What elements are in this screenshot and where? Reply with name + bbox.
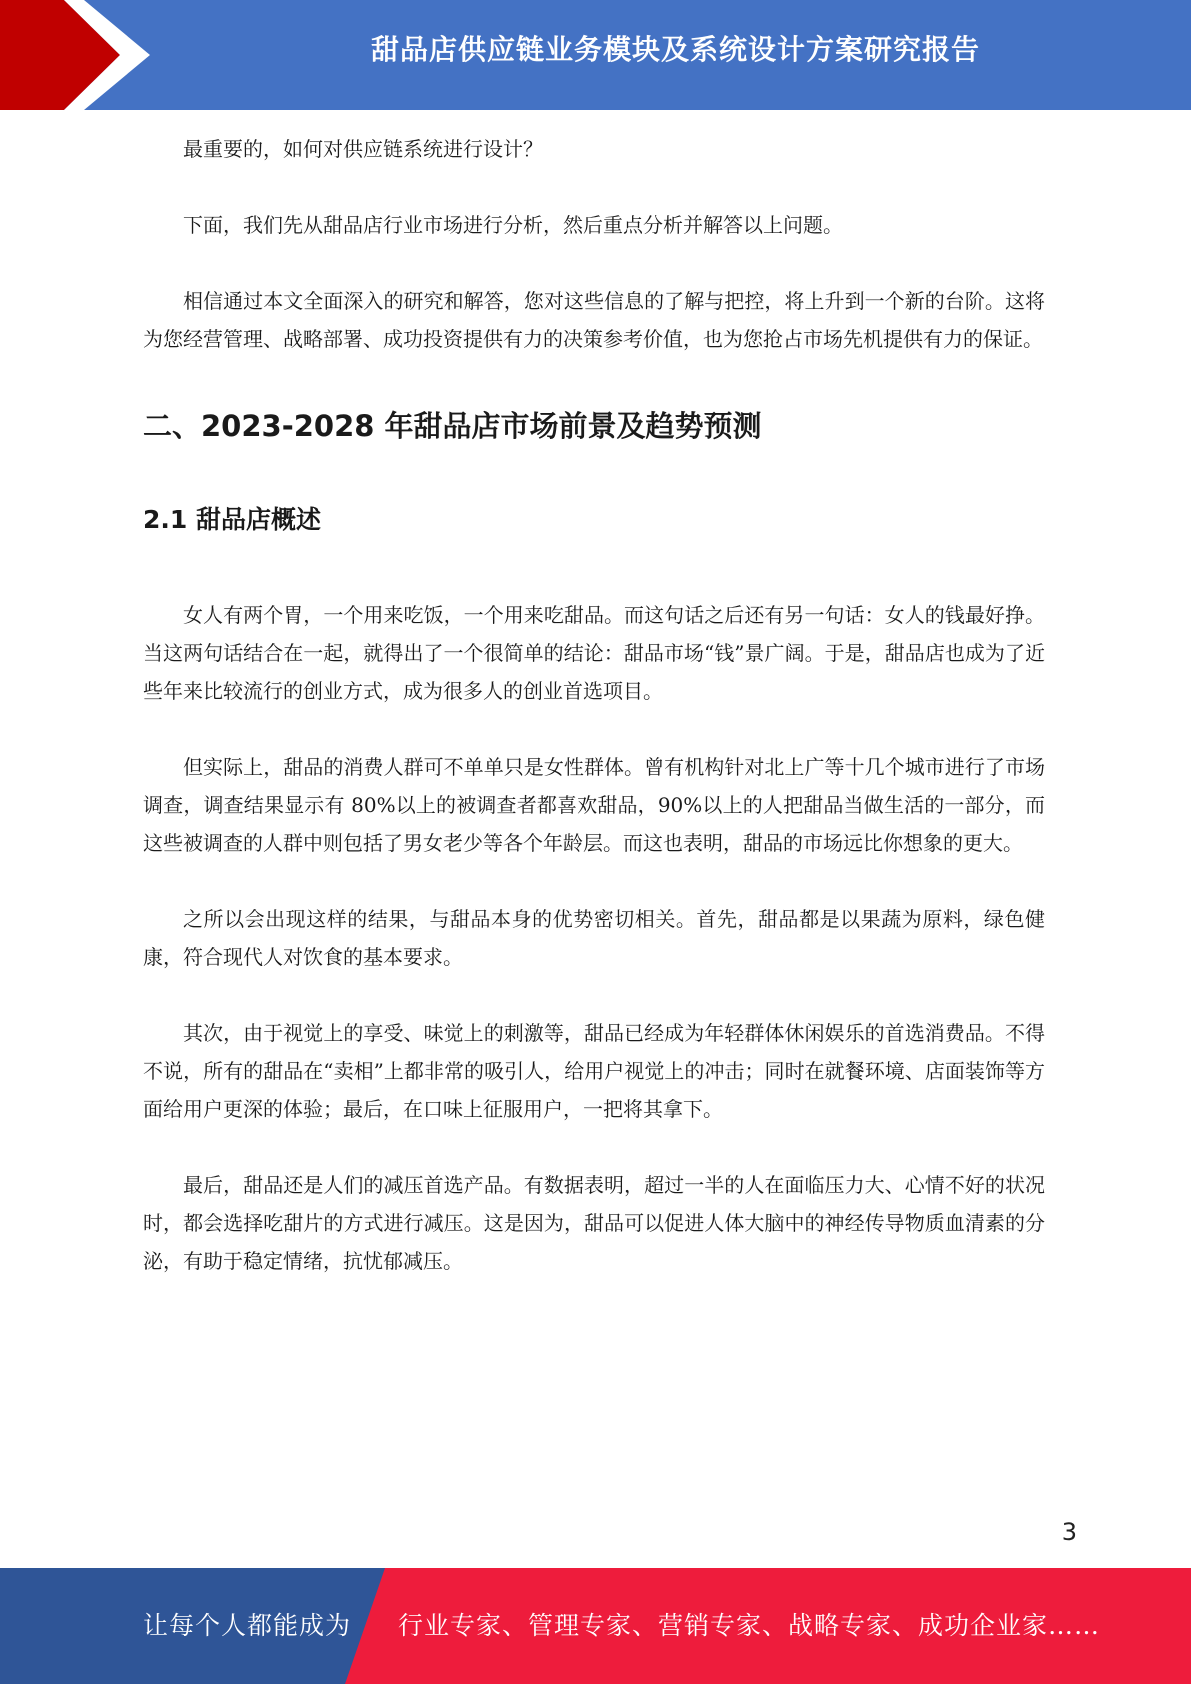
footer-slogan-right: 行业专家、管理专家、营销专家、战略专家、成功企业家……: [398, 1611, 1101, 1640]
header-arrow-decoration: [0, 0, 160, 110]
paragraph-4: 女人有两个胃，一个用来吃饭，一个用来吃甜品。而这句话之后还有另一句话：女人的钱最好挣。当这两句话结合在一起，就得出了一个很简单的结论：甜品市场“钱”景广阔。于是，甜品店也成为了近些年来比较流行的创业方式，成为很多人的创业首选项目。: [143, 603, 1045, 703]
paragraph-3: 相信通过本文全面深入的研究和解答，您对这些信息的了解与把控，将上升到一个新的台阶。这将为您经营管理、战略部署、成功投资提供有力的决策参考价值，也为您抢占市场先机提供有力的保证。: [143, 289, 1045, 351]
footer-slogan-left: 让每个人都能成为: [143, 1611, 352, 1640]
paragraph-2: 下面，我们先从甜品店行业市场进行分析，然后重点分析并解答以上问题。: [183, 213, 843, 237]
page-content: [143, 130, 1045, 1280]
paragraph-8: 最后，甜品还是人们的减压首选产品。有数据表明，超过一半的人在面临压力大、心情不好的状况时，都会选择吃甜片的方式进行减压。这是因为，甜品可以促进人体大脑中的神经传导物质血清素的分泌，有助于稳定情绪，抗忧郁减压。: [143, 1173, 1045, 1273]
paragraph-6: 之所以会出现这样的结果，与甜品本身的优势密切相关。首先，甜品都是以果蔬为原料，绿色健康，符合现代人对饮食的基本要求。: [143, 907, 1045, 969]
paragraph-7: 其次，由于视觉上的享受、味觉上的刺激等，甜品已经成为年轻群体休闲娱乐的首选消费品。不得不说，所有的甜品在“卖相”上都非常的吸引人，给用户视觉上的冲击；同时在就餐环境、店面装饰等方面给用户更深的体验；最后，在口味上征服用户，一把将其拿下。: [143, 1021, 1045, 1121]
page-footer: [0, 1568, 1191, 1684]
section-heading: 二、2023-2028 年甜品店市场前景及趋势预测: [143, 409, 762, 443]
report-title: 甜品店供应链业务模块及系统设计方案研究报告: [370, 33, 980, 66]
paragraph-1: 最重要的，如何对供应链系统进行设计？: [183, 137, 543, 161]
subsection-heading: 2.1 甜品店概述: [143, 505, 321, 534]
page-number: 3: [1061, 1518, 1077, 1546]
page-header: [0, 0, 1191, 110]
paragraph-5: 但实际上，甜品的消费人群可不单单只是女性群体。曾有机构针对北上广等十几个城市进行了市场调查，调查结果显示有 80%以上的被调查者都喜欢甜品，90%以上的人把甜品当做生活的一部分，而这些被调查的人群中则包括了男女老少等各个年龄层。而这也表明，甜品的市场远比你想象的更大。: [143, 755, 1045, 855]
